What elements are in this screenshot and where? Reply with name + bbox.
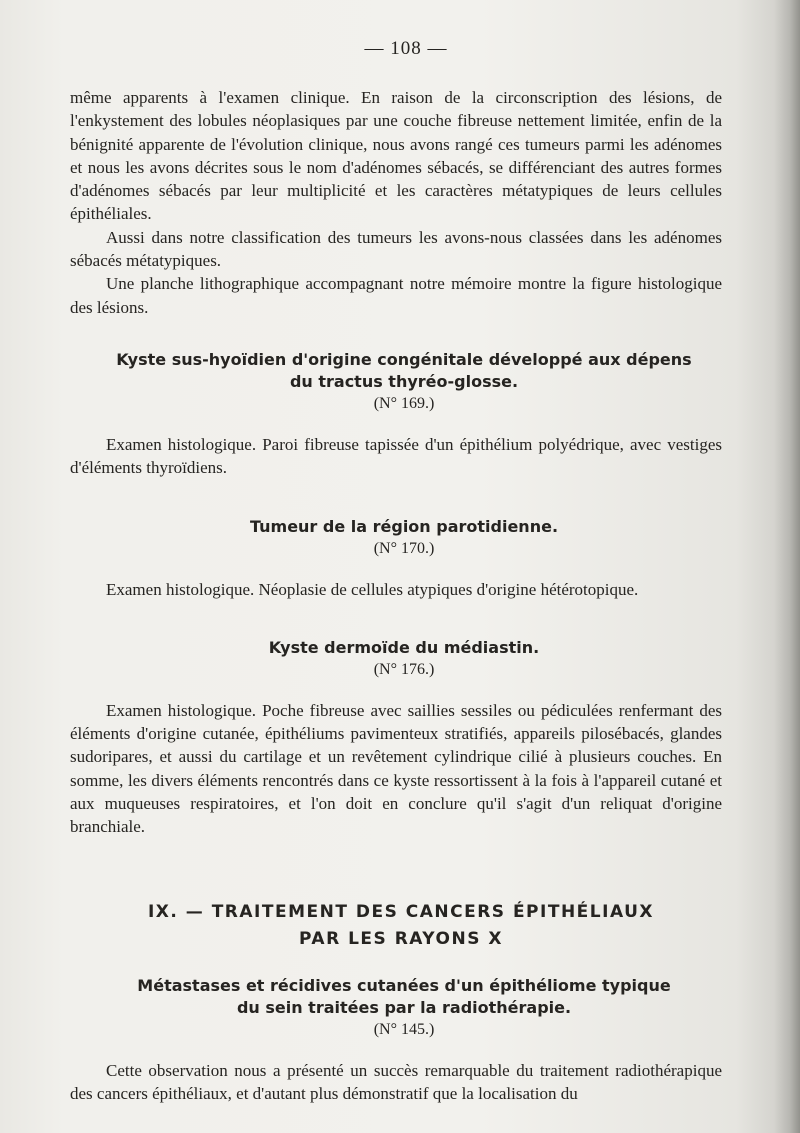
intro-paragraph-1: même apparents à l'examen clinique. En raison de la circonscription des lésions, de l'enkystement des lobules néoplasiques par une couche fibreuse nettement limitée, enfin de la bénignité apparente de l'évolution clinique, nous avons rangé ces tumeurs parmi les adénomes et nous les avons décrites sous le nom d'adénomes sébacés, se différenciant des autres formes d'adénomes sébacés par leur multiplicité et les caractères métatypiques de leurs cellules épithéliales.	[70, 88, 722, 224]
intro-paragraph-2: Aussi dans notre classification des tumeurs les avons-nous classées dans les adénomes sébacés métatypiques.	[70, 227, 722, 271]
section-title-kyste-sus-hyoidien	[70, 349, 722, 393]
observation-number: (N° 169.)	[373, 394, 435, 412]
section-text-metastases: Cette observation nous a présenté un succès remarquable du traitement radiothérapique des cancers épithéliaux, et d'autant plus démonstratif que la localisation du	[70, 1060, 722, 1103]
page-content	[70, 38, 722, 1105]
section-title-line: Kyste sus-hyoïdien d'origine congénitale développé aux dépens	[116, 349, 692, 369]
section-title-metastases	[70, 975, 722, 1019]
section-text-kyste-sus-hyoidien: Examen histologique. Paroi fibreuse tapissée d'un épithélium polyédrique, avec vestiges d'éléments thyroïdiens.	[70, 434, 722, 478]
observation-number: (N° 176.)	[373, 660, 435, 678]
section-title-line: du tractus thyréo-glosse.	[289, 371, 519, 391]
observation-number: (N° 170.)	[373, 539, 435, 557]
page-number: — 108 —	[364, 38, 448, 59]
section-text-kyste-dermoide: Examen histologique. Poche fibreuse avec saillies sessiles ou pédiculées renfermant des éléments d'origine cutanée, épithéliums pavimenteux stratifiés, appareils pilosébacés, glandes sudoripares, et aussi du cartilage et un revêtement cylindrique cilié à plusieurs couches. En somme, les divers éléments rencontrés dans ce kyste ressortissent à la fois à l'appareil cutané et aux muqueuses respiratoires, et l'on doit en conclure qu'il s'agit d'un reliquat d'origine branchiale.	[70, 700, 722, 837]
page-spine-shadow	[774, 0, 800, 1133]
chapter-title-line: IX. — TRAITEMENT DES CANCERS ÉPITHÉLIAUX	[147, 901, 654, 922]
section-title-line: Tumeur de la région parotidienne.	[249, 516, 559, 536]
section-text-tumeur-parotidienne: Examen histologique. Néoplasie de cellules atypiques d'origine hétérotopique.	[106, 579, 639, 599]
section-title-tumeur-parotidienne	[70, 516, 722, 538]
chapter-title	[70, 899, 722, 953]
observation-number: (N° 145.)	[373, 1020, 435, 1038]
chapter-title-line: PAR LES RAYONS X	[299, 928, 503, 949]
section-title-line: du sein traitées par la radiothérapie.	[236, 997, 572, 1017]
section-title-line: Métastases et récidives cutanées d'un épithéliome typique	[137, 975, 671, 995]
intro-paragraph-3: Une planche lithographique accompagnant notre mémoire montre la figure histologique des lésions.	[70, 274, 722, 317]
section-title-kyste-dermoide	[70, 637, 722, 659]
section-title-line: Kyste dermoïde du médiastin.	[268, 637, 540, 657]
